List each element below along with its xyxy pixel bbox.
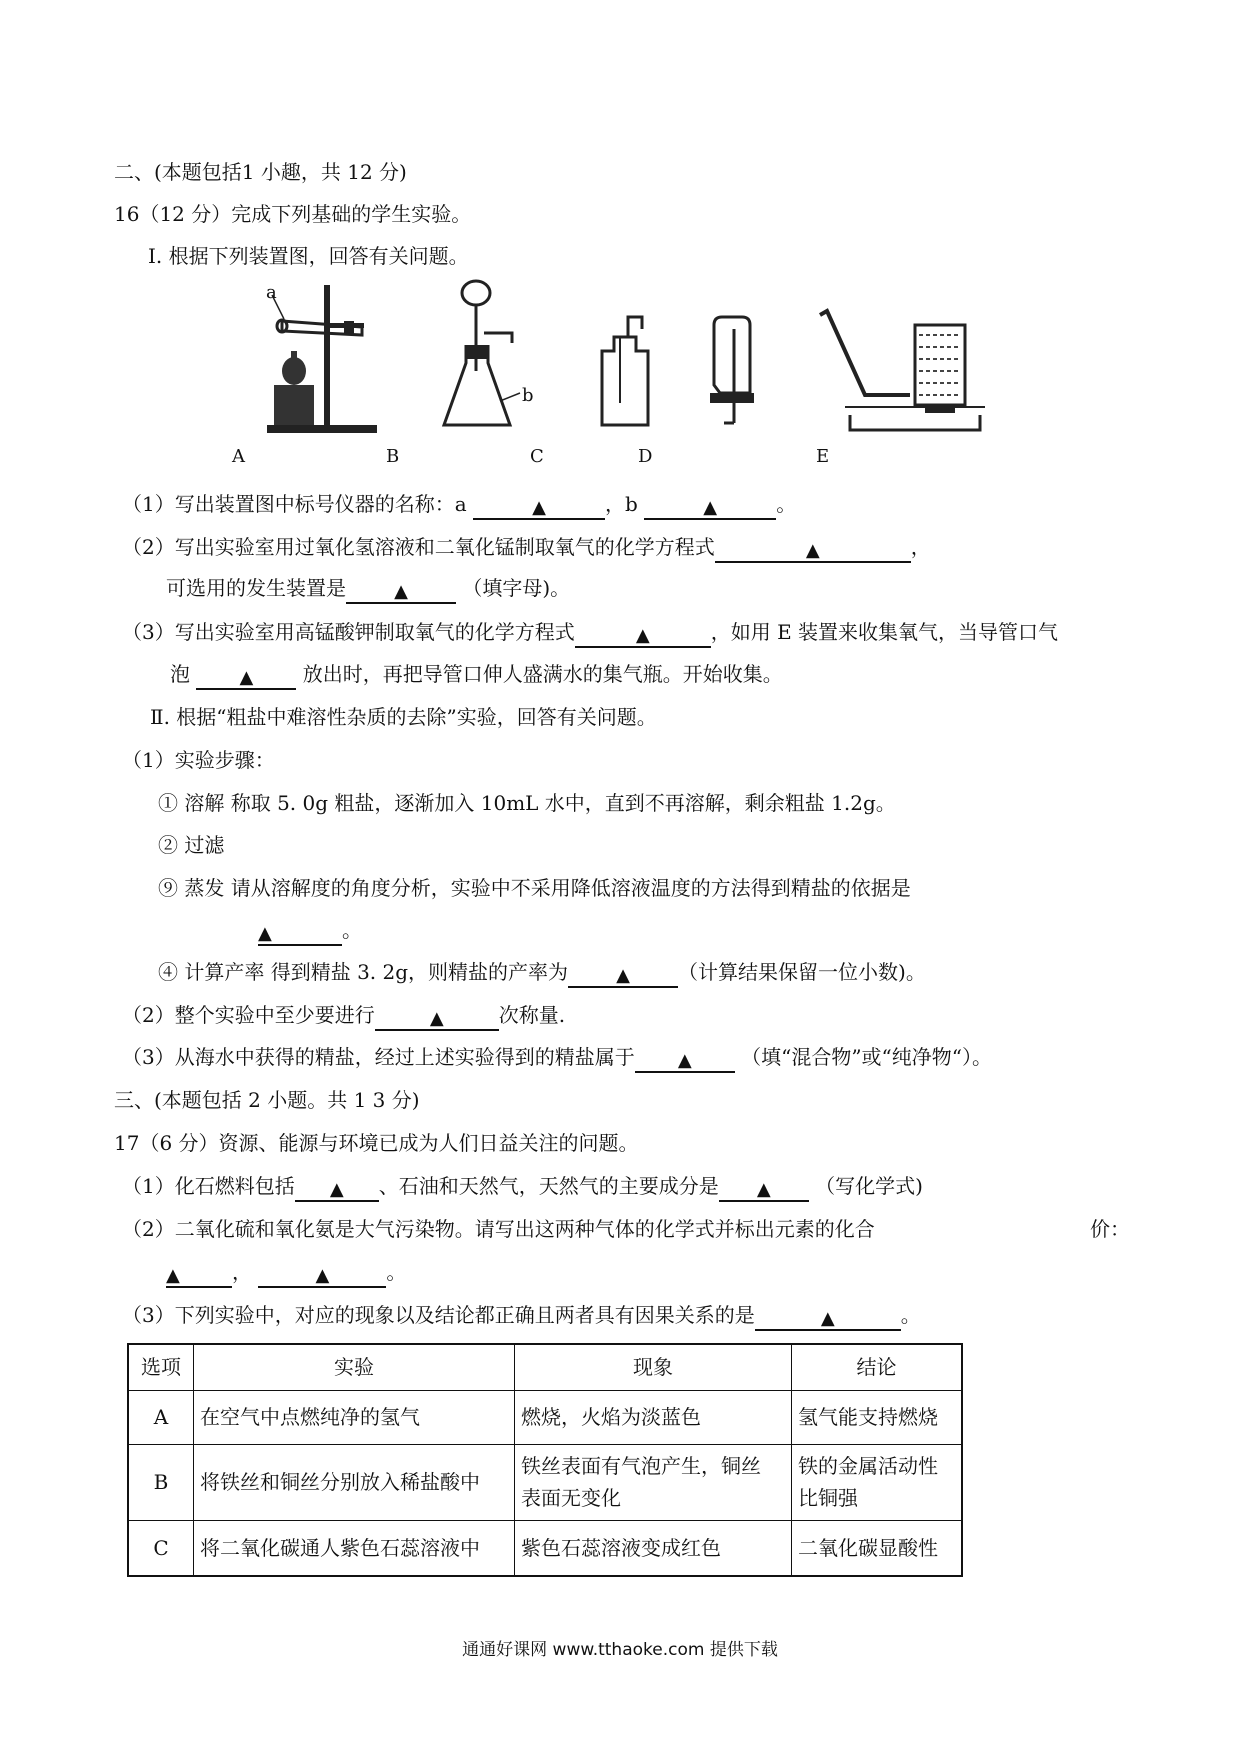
step4-text: ④ 计算产率 得到精盐 3. 2g，则精盐的产率为 [158,960,569,984]
step3-line2 [258,916,362,944]
p1-q3-text: （3）写出实验室用高锰酸钾制取氧气的化学方程式 [122,620,575,644]
page-footer: 通通好课网 www.tthaoke.com 提供下载 [462,1640,778,1660]
apparatus-label-a: A [232,446,245,467]
s3-q2-tail: 价： [1090,1217,1130,1241]
p1-q1 [122,490,796,518]
section3-heading: 三、(本题包括 2 小题。共 1 3 分) [114,1088,420,1112]
p1-q2-text: （2）写出实验室用过氧化氢溶液和二氧化锰制取氧气的化学方程式 [122,535,715,559]
p2-q3-text: （3）从海水中获得的精盐，经过上述实验得到的精盐属于 [122,1045,635,1069]
row-a-phenomenon: 燃烧，火焰为淡蓝色 [515,1390,792,1444]
p1-q2-line2 [166,574,570,602]
s3-q3-end: 。 [900,1303,921,1327]
row-c-experiment: 将二氧化碳通人紫色石蕊溶液中 [194,1520,515,1576]
s3-q2-sep: ， [232,1260,252,1284]
p1-q3-line2-end: 放出时，再把导管口伸人盛满水的集气瓶。开始收集。 [302,662,783,686]
row-b-conclusion [792,1444,963,1520]
apparatus-label-e: E [816,446,830,467]
row-b-conclusion-line1: 铁的金属活动性 [798,1454,938,1478]
blank-so2-formula[interactable]: ▲ [166,1262,232,1288]
blank-equation-kmno4[interactable]: ▲ [575,622,711,648]
blank-bubble[interactable]: ▲ [196,664,296,690]
p2-q3-end: （填“混合物”或“纯净物“）。 [741,1045,992,1069]
apparatus-d-figure [700,275,770,445]
p1-q1-end: 。 [776,492,797,516]
p2-q1: （1）实验步骤： [122,748,275,772]
row-c-option: C [128,1520,194,1576]
blank-fossil-fuel[interactable]: ▲ [295,1176,379,1202]
s3-q2 [122,1215,875,1243]
table-header-conclusion: 结论 [792,1344,963,1390]
table-header-phenomenon: 现象 [515,1344,792,1390]
table-header-row [128,1344,962,1390]
s3-q1-end: （写化学式) [815,1174,923,1198]
s3-q1-text: （1）化石燃料包括 [122,1174,295,1198]
blank-yield[interactable]: ▲ [568,962,678,988]
table-row [128,1444,962,1520]
s3-q2-text: （2）二氧化硫和氧化氨是大气污染物。请写出这两种气体的化学式并标出元素的化合 [122,1217,875,1241]
row-b-conclusion-line2: 比铜强 [798,1486,858,1510]
p1-q3 [122,618,1058,646]
s3-q1 [122,1172,923,1200]
tube-mark-b: b [522,385,534,406]
row-c-conclusion: 二氧化碳显酸性 [792,1520,963,1576]
row-b-experiment: 将铁丝和铜丝分别放入稀盐酸中 [194,1444,515,1520]
table-header-option: 选项 [128,1344,194,1390]
apparatus-c-figure [590,275,660,445]
tube-mark-a: a [266,282,277,303]
s3-q2-end: 。 [386,1260,407,1284]
blank-weigh-count[interactable]: ▲ [375,1005,499,1031]
p2-q2-text: （2）整个实验中至少要进行 [122,1003,375,1027]
part2-title: Ⅱ. 根据“粗盐中难溶性杂质的去除”实验，回答有关问题。 [150,705,657,729]
apparatus-b-figure [440,275,550,445]
p1-q2-line2-end: （填字母)。 [462,576,571,600]
blank-a[interactable]: ▲ [473,494,605,520]
apparatus-label-c: C [530,446,544,467]
experiment-table [127,1343,963,1577]
step1: ① 溶解 称取 5. 0g 粗盐，逐渐加入 10mL 水中，直到不再溶解，剩余粗盐 1.2g。 [158,791,896,815]
p1-q2-line2-text: 可选用的发生装置是 [166,576,346,600]
q17-title: 17（6 分）资源、能源与环境已成为人们日益关注的问题。 [114,1131,639,1155]
blank-correct-option[interactable]: ▲ [755,1305,901,1331]
table-header-experiment: 实验 [194,1344,515,1390]
blank-natural-gas[interactable]: ▲ [719,1176,809,1202]
p1-q1-mid: ，b [605,492,638,516]
row-a-experiment: 在空气中点燃纯净的氢气 [194,1390,515,1444]
blank-equation-h2o2[interactable]: ▲ [715,537,911,563]
apparatus-e-figure [815,275,985,445]
step3: ⑨ 蒸发 请从溶解度的角度分析，实验中不采用降低溶液温度的方法得到精盐的依据是 [158,876,911,900]
s3-q3 [122,1301,921,1329]
p2-q2-end: 次称量. [498,1003,566,1027]
s3-q1-mid: 、石油和天然气，天然气的主要成分是 [378,1174,719,1198]
p1-q3-mid: ，如用 E 装置来收集氧气，当导管口气 [710,620,1059,644]
step2: ② 过滤 [158,833,225,857]
p2-q2 [122,1001,565,1029]
p1-q2 [122,533,931,561]
row-b-phenomenon-line1: 铁丝表面有气泡产生，铜丝 [521,1454,761,1478]
p1-q2-end: ， [910,535,931,559]
p1-q3-line2 [170,660,783,688]
row-b-phenomenon-line2: 表面无变化 [521,1486,621,1510]
row-a-option: A [128,1390,194,1444]
apparatus-label-b: B [386,446,400,467]
part1-title: Ⅰ. 根据下列装置图，回答有关问题。 [148,244,469,268]
apparatus-a-figure [262,275,392,445]
p1-q1-text: （1）写出装置图中标号仪器的名称：a [122,492,467,516]
blank-no2-formula[interactable]: ▲ [258,1262,386,1288]
row-b-phenomenon [515,1444,792,1520]
table-row [128,1390,962,1444]
table-row [128,1520,962,1576]
q16-title: 16（12 分）完成下列基础的学生实验。 [114,202,472,226]
apparatus-label-d: D [638,446,653,467]
row-c-phenomenon: 紫色石蕊溶液变成红色 [515,1520,792,1576]
s3-q2-line2 [166,1258,406,1286]
step3-end: 。 [342,918,362,942]
p1-q3-line2-text: 泡 [170,662,190,686]
step4-end: （计算结果保留一位小数)。 [678,960,926,984]
p2-q3 [122,1043,992,1071]
step4 [158,958,926,986]
section2-heading: 二、(本题包括1 小趣，共 12 分) [114,160,407,184]
s3-q3-text: （3）下列实验中，对应的现象以及结论都正确且两者具有因果关系的是 [122,1303,755,1327]
blank-salt-type[interactable]: ▲ [635,1047,735,1073]
blank-b[interactable]: ▲ [644,494,776,520]
blank-generator[interactable]: ▲ [346,578,456,604]
blank-evaporation-reason[interactable]: ▲ [258,920,342,946]
row-b-option: B [128,1444,194,1520]
row-a-conclusion: 氢气能支持燃烧 [792,1390,963,1444]
